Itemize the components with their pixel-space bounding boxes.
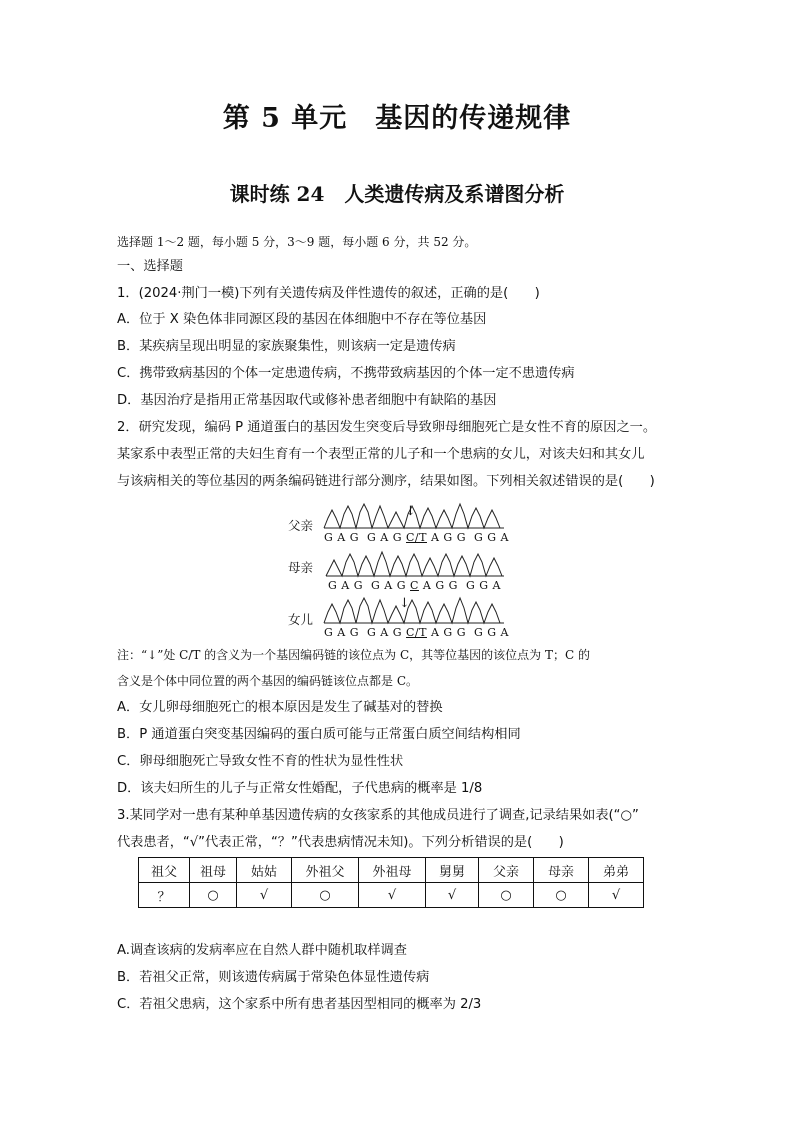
q2-stem-line3: 与该病相关的等位基因的两条编码链进行部分测序，结果如图。下列相关叙述错误的是( ) [117,474,655,489]
intro-text: 选择题 1～2 题，每小题 5 分，3～9 题，每小题 6 分，共 52 分。 [117,235,477,249]
q2-stem-line2: 某家系中表型正常的夫妇生育有一个表型正常的儿子和一个患病的女儿，对该夫妇和其女儿 [117,447,645,462]
table-header-row [139,858,644,883]
section-heading: 一、选择题 [117,259,183,274]
q2-note-line2: 含义是个体中同位置的两个基因的编码链该位点都是 C。 [117,674,418,688]
q1-option-d: D．基因治疗是指用正常基因取代或修补患者细胞中有缺陷的基因 [117,393,497,408]
q3-stem-line1: 3.某同学对一患有某种单基因遗传病的女孩家系的其他成员进行了调查,记录结果如表(“○” [117,808,639,823]
q3-stem-line2: 代表患者，“√”代表正常，“？”代表患病情况未知)。下列分析错误的是( ) [117,835,564,850]
table-value-cell: ？ [139,883,190,908]
q1-stem: 1．(2024·荆门一模)下列有关遗传病及伴性遗传的叙述，正确的是( ) [117,286,540,301]
table-header-cell: 祖母 [190,858,237,883]
table-header-cell: 外祖父 [292,858,359,883]
chromatogram-traces [286,500,526,640]
table-value-cell: √ [426,883,479,908]
table-value-cell: √ [589,883,644,908]
table-header-cell: 父亲 [479,858,534,883]
q2-option-b: B．P 通道蛋白突变基因编码的蛋白质可能与正常蛋白质空间结构相同 [117,727,521,742]
q3-option-c: C．若祖父患病，这个家系中所有患者基因型相同的概率为 2/3 [117,997,482,1012]
q1-option-c: C．携带致病基因的个体一定患遗传病，不携带致病基因的个体一定不患遗传病 [117,366,575,381]
q2-option-c: C．卵母细胞死亡导致女性不育的性状为显性性状 [117,754,404,769]
q2-note-line1: 注：“↓”处 C/T 的含义为一个基因编码链的该位点为 C，其等位基因的该位点为 T；C 的 [117,648,590,662]
table-value-row [139,883,644,908]
mother-sequence: G A G G A G C A G G G G A [328,579,501,592]
table-header-cell: 祖父 [139,858,190,883]
page-title: 第 5 单元 基因的传递规律 [222,103,572,134]
sequencing-figure [286,500,526,640]
q3-option-b: B．若祖父正常，则该遗传病属于常染色体显性遗传病 [117,970,430,985]
lesson-subtitle: 课时练 24 人类遗传病及系谱图分析 [229,182,565,206]
q1-option-b: B．某疾病呈现出明显的家族聚集性，则该病一定是遗传病 [117,339,456,354]
father-sequence: G A G G A G C/T A G G G G A [324,531,509,544]
mother-label: 母亲 [288,560,314,575]
table-header-cell: 舅舅 [426,858,479,883]
q3-option-a: A.调查该病的发病率应在自然人群中随机取样调查 [117,943,407,958]
table-value-cell: ○ [479,883,534,908]
daughter-sequence: G A G G A G C/T A G G G G A [324,626,509,639]
table-value-cell: ○ [190,883,237,908]
q2-option-d: D．该夫妇所生的儿子与正常女性婚配，子代患病的概率是 1/8 [117,781,483,796]
table-value-cell: ○ [534,883,589,908]
father-arrow: ↓ [405,504,416,519]
table-header-cell: 姑姑 [237,858,292,883]
q1-option-a: A．位于 X 染色体非同源区段的基因在体细胞中不存在等位基因 [117,312,487,327]
father-label: 父亲 [288,518,314,533]
table-header-cell: 弟弟 [589,858,644,883]
q2-option-a: A．女儿卵母细胞死亡的根本原因是发生了碱基对的替换 [117,700,443,715]
table-header-cell: 外祖母 [359,858,426,883]
family-survey-table [138,857,644,908]
table-value-cell: √ [359,883,426,908]
table-value-cell: √ [237,883,292,908]
daughter-label: 女儿 [288,612,314,627]
table-value-cell: ○ [292,883,359,908]
table-header-cell: 母亲 [534,858,589,883]
daughter-arrow: ↓ [399,596,410,611]
q2-stem-line1: 2．研究发现，编码 P 通道蛋白的基因发生突变后导致卵母细胞死亡是女性不育的原因之一。 [117,420,657,435]
